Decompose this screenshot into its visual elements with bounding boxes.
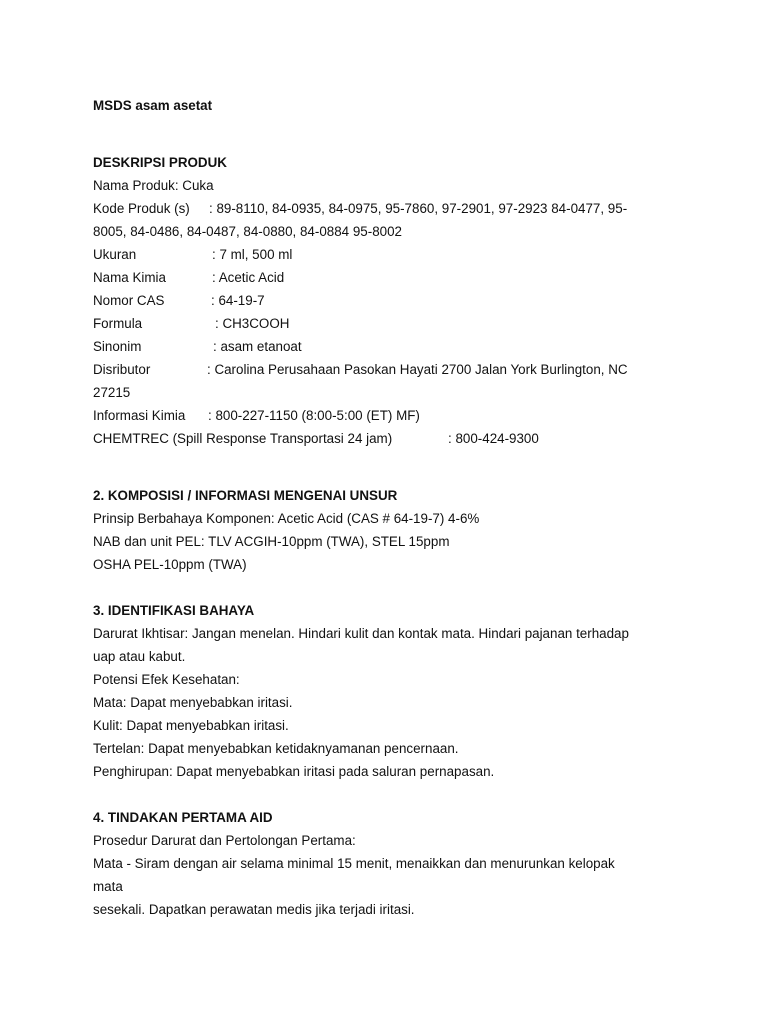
informasi-kimia-value: : 800-227-1150 (8:00-5:00 (ET) MF): [208, 408, 420, 423]
nama-produk-line: Nama Produk: Cuka: [93, 178, 214, 193]
nomor-cas-label: Nomor CAS: [93, 293, 165, 308]
section-4-line: Mata - Siram dengan air selama minimal 15 menit, menaikkan dan menurunkan kelopak: [93, 856, 615, 871]
spacer: [93, 576, 673, 599]
sinonim-line: [93, 335, 673, 358]
section-4-heading: 4. TINDAKAN PERTAMA AID: [93, 810, 273, 825]
kode-produk-value: : 89-8110, 84-0935, 84-0975, 95-7860, 97-2901, 97-2923 84-0477, 95-: [209, 201, 628, 216]
chemtrec-value: : 800-424-9300: [448, 431, 539, 446]
distributor-label: Disributor: [93, 362, 151, 377]
spacer: [93, 117, 673, 151]
section-3-line: Tertelan: Dapat menyebabkan ketidaknyamanan pencernaan.: [93, 741, 459, 756]
section-3-heading: 3. IDENTIFIKASI BAHAYA: [93, 603, 255, 618]
document-page: [93, 94, 673, 921]
section-2-line: Prinsip Berbahaya Komponen: Acetic Acid (CAS # 64-19-7) 4-6%: [93, 511, 480, 526]
ukuran-label: Ukuran: [93, 247, 137, 262]
section-1-heading: DESKRIPSI PRODUK: [93, 155, 227, 170]
informasi-kimia-label: Informasi Kimia: [93, 408, 186, 423]
document-title: MSDS asam asetat: [93, 98, 213, 113]
section-3-line: Kulit: Dapat menyebabkan iritasi.: [93, 718, 289, 733]
distributor-value: : Carolina Perusahaan Pasokan Hayati 2700 Jalan York Burlington, NC: [207, 362, 628, 377]
section-4-line: mata: [93, 879, 123, 894]
sinonim-label: Sinonim: [93, 339, 142, 354]
nama-kimia-label: Nama Kimia: [93, 270, 166, 285]
formula-line: [93, 312, 673, 335]
section-3-line: Darurat Ikhtisar: Jangan menelan. Hindari kulit dan kontak mata. Hindari pajanan terhadap: [93, 626, 629, 641]
kode-produk-value-cont: 8005, 84-0486, 84-0487, 84-0880, 84-0884 95-8002: [93, 224, 402, 239]
nomor-cas-line: [93, 289, 673, 312]
nama-kimia-value: : Acetic Acid: [212, 270, 285, 285]
section-3-line: Mata: Dapat menyebabkan iritasi.: [93, 695, 293, 710]
kode-produk-label: Kode Produk (s): [93, 201, 190, 216]
nomor-cas-value: : 64-19-7: [211, 293, 265, 308]
informasi-kimia-line: [93, 404, 673, 427]
chemtrec-label: CHEMTREC (Spill Response Transportasi 24 jam): [93, 431, 393, 446]
section-2-line: NAB dan unit PEL: TLV ACGIH-10ppm (TWA), STEL 15ppm: [93, 534, 450, 549]
spacer: [93, 783, 673, 806]
section-3-line: Potensi Efek Kesehatan:: [93, 672, 240, 687]
distributor-value-cont: 27215: [93, 385, 131, 400]
distributor-line: [93, 358, 673, 381]
chemtrec-line: [93, 427, 673, 450]
section-4-line: Prosedur Darurat dan Pertolongan Pertama:: [93, 833, 356, 848]
section-2-line: OSHA PEL-10ppm (TWA): [93, 557, 247, 572]
section-3-line: uap atau kabut.: [93, 649, 186, 664]
ukuran-line: [93, 243, 673, 266]
sinonim-value: : asam etanoat: [213, 339, 302, 354]
formula-label: Formula: [93, 316, 143, 331]
section-3-line: Penghirupan: Dapat menyebabkan iritasi pada saluran pernapasan.: [93, 764, 495, 779]
spacer: [93, 450, 673, 484]
formula-value: : CH3COOH: [215, 316, 290, 331]
section-2-heading: 2. KOMPOSISI / INFORMASI MENGENAI UNSUR: [93, 488, 398, 503]
section-4-line: sesekali. Dapatkan perawatan medis jika terjadi iritasi.: [93, 902, 415, 917]
nama-kimia-line: [93, 266, 673, 289]
kode-produk-line: [93, 197, 673, 220]
ukuran-value: : 7 ml, 500 ml: [212, 247, 293, 262]
